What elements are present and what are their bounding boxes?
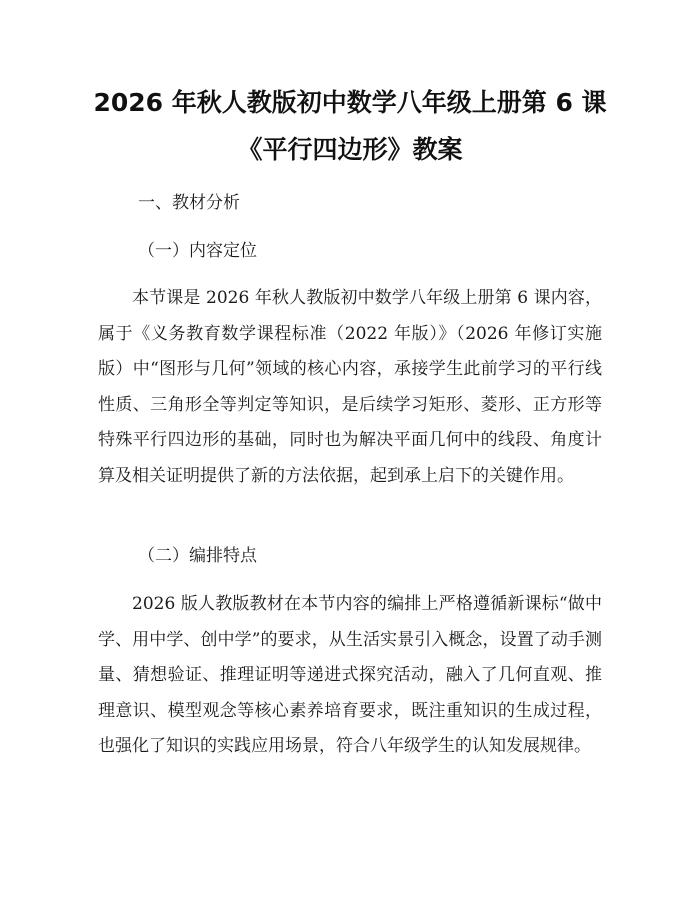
subsection-heading-content-positioning: （一）内容定位 xyxy=(138,241,257,261)
paragraph-content-positioning: 本节课是 2026 年秋人教版初中数学八年级上册第 6 课内容，属于《义务教育数学课程标准（2022 年版）》（2026 年修订实施版）中“图形与几何”领域的核心内容，承接学生此前学习的平行线性质、三角形全等判定等知识，是后续学习矩形、菱形、正方形等特殊平行四边形的基础，同时也为解决平面几何中的线段、角度计算及相关证明提供了新的方法依据，起到承上启下的关键作用。 xyxy=(98,288,602,486)
document-title-line-1: 2026 年秋人教版初中数学八年级上册第 6 课 xyxy=(93,88,607,117)
subsection-heading-arrangement-features: （二）编排特点 xyxy=(138,546,257,566)
section-heading-textbook-analysis: 一、教材分析 xyxy=(138,193,240,213)
document-title-line-2: 《平行四边形》教案 xyxy=(237,135,463,164)
paragraph-arrangement-features: 2026 版人教版教材在本节内容的编排上严格遵循新课标“做中学、用中学、创中学”的要求，从生活实景引入概念，设置了动手测量、猜想验证、推理证明等递进式探究活动，融入了几何直观、推理意识、模型观念等核心素养培育要求，既注重知识的生成过程，也强化了知识的实践应用场景，符合八年级学生的认知发展规律。 xyxy=(98,594,602,756)
